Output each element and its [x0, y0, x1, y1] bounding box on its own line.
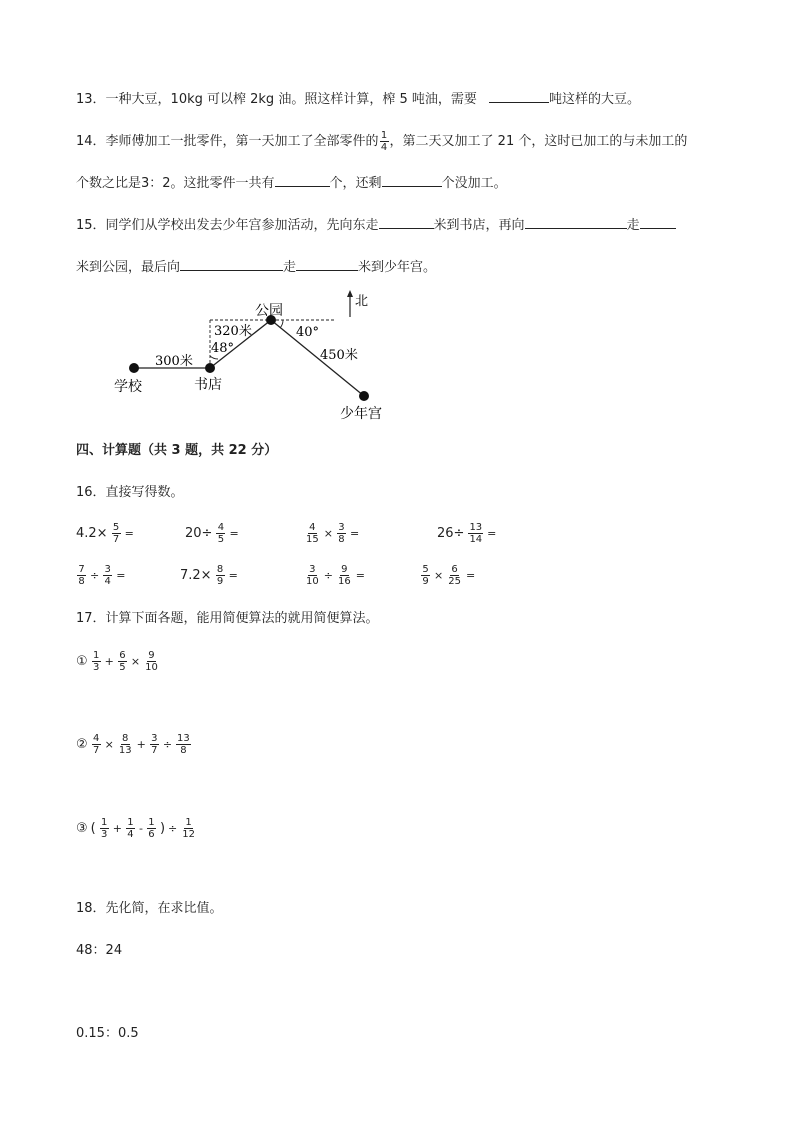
q14-line2-b: 个，还剩	[329, 176, 382, 191]
q15-line2-c: 米到少年宫。	[358, 260, 437, 275]
question-15-line2	[76, 257, 436, 277]
q15-distance3-blank[interactable]	[296, 257, 358, 271]
q16-title: 16．直接写得数。	[76, 485, 184, 500]
q18-ratio-1: 48：24	[76, 943, 123, 958]
q15-distance2-blank[interactable]	[640, 215, 676, 229]
q14-text-b: ，第二天又加工了 21 个，这时已加工的与未加工的	[389, 134, 688, 149]
question-14-line2	[76, 173, 507, 193]
question-13	[76, 89, 640, 109]
q14-line2-a: 个数之比是3：2。这批零件一共有	[76, 176, 275, 191]
q13-answer-blank[interactable]	[489, 89, 549, 103]
q17-title: 17．计算下面各题，能用简便算法的就用简便算法。	[76, 611, 379, 626]
distance-300-label: 300米	[155, 354, 193, 369]
route-map	[100, 285, 400, 425]
q16-expr-5: $\frac{7}{8}$ ÷ $\frac{3}{4}$ =	[78, 564, 126, 587]
q13-text-b: 吨这样的大豆。	[549, 92, 641, 107]
angle-48-label: 48°	[211, 341, 235, 356]
q16-expr-1: 4.2× $\frac{5}{7}$ =	[76, 522, 134, 545]
angle-arc-40	[280, 320, 283, 328]
q16-expr-4: 26÷ $\frac{13}{14}$ =	[437, 522, 497, 545]
youth-palace-label: 少年宫	[340, 406, 382, 422]
north-arrowhead-icon	[347, 290, 353, 297]
youth-palace-point	[359, 391, 369, 401]
q15-line2-a: 米到公园，最后向	[76, 260, 181, 275]
q16-expr-6: 7.2× $\frac{8}{9}$ =	[180, 564, 238, 587]
question-15-line1	[76, 215, 676, 235]
q16-expr-2: 20÷ $\frac{4}{5}$ =	[185, 522, 239, 545]
distance-450-label: 450米	[320, 348, 358, 363]
q15-text-c: 走	[626, 218, 640, 233]
q14-total-blank[interactable]	[275, 173, 330, 187]
q14-text-a: 14．李师傅加工一批零件，第一天加工了全部零件的	[76, 134, 379, 149]
angle-arc-48	[210, 356, 218, 359]
school-point	[129, 363, 139, 373]
angle-40-label: 40°	[296, 325, 320, 340]
q15-direction2-blank[interactable]	[525, 215, 627, 229]
q14-line2-c: 个没加工。	[441, 176, 507, 191]
q15-text-a: 15．同学们从学校出发去少年宫参加活动，先向东走	[76, 218, 379, 233]
q14-remaining-blank[interactable]	[382, 173, 442, 187]
section-4-title: 四、计算题（共 3 题，共 22 分）	[76, 443, 278, 458]
north-label: 北	[355, 294, 369, 309]
q16-expr-7: $\frac{3}{10}$ ÷ $\frac{9}{16}$ =	[306, 564, 365, 587]
q18-ratio-2: 0.15：0.5	[76, 1026, 139, 1041]
question-14-line1	[76, 130, 687, 153]
q18-title: 18．先化简，在求比值。	[76, 901, 223, 916]
q16-expr-8: $\frac{5}{9}$ × $\frac{6}{25}$ =	[422, 564, 476, 587]
park-label: 公园	[255, 303, 283, 319]
school-label: 学校	[114, 379, 142, 395]
q16-expr-3: $\frac{4}{15}$ × $\frac{3}{8}$ =	[306, 522, 360, 545]
distance-320-label: 320米	[214, 324, 252, 339]
q14-fraction: $\frac{1}{4}$	[380, 130, 388, 153]
q17-problem-3: ③ ( $\frac{1}{3}$ + $\frac{1}{4}$ - $\frac{1}{6}$ ) ÷ $\frac{1}{12}$	[76, 817, 195, 840]
q15-direction3-blank[interactable]	[180, 257, 283, 271]
q15-line2-b: 走	[283, 260, 297, 275]
q15-east-distance-blank[interactable]	[379, 215, 434, 229]
q17-problem-2: ② $\frac{4}{7}$ × $\frac{8}{13}$ + $\frac{3}{7}$ ÷ $\frac{13}{8}$	[76, 733, 190, 756]
q13-text-a: 13．一种大豆，10kg 可以榨 2kg 油。照这样计算，榨 5 吨油，需要	[76, 92, 477, 107]
q17-problem-1: ① $\frac{1}{3}$ + $\frac{6}{5}$ × $\frac{9}{10}$	[76, 650, 158, 673]
bookstore-label: 书店	[194, 377, 222, 393]
bookstore-point	[205, 363, 215, 373]
q15-text-b: 米到书店，再向	[433, 218, 525, 233]
